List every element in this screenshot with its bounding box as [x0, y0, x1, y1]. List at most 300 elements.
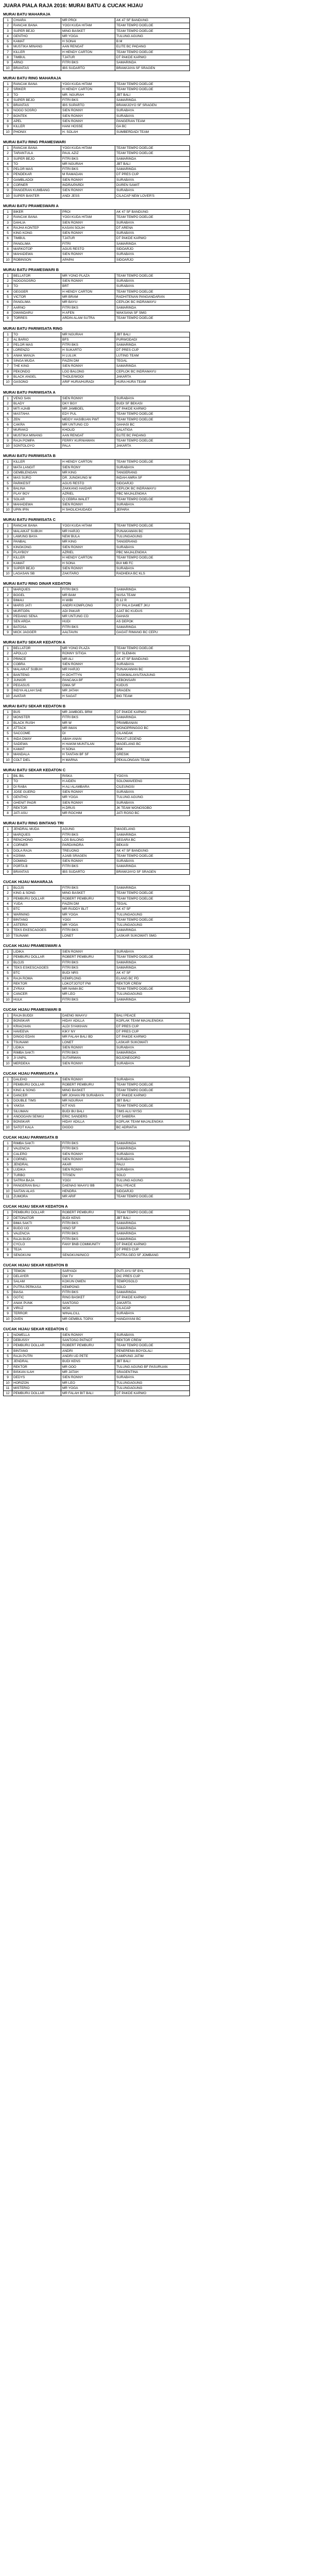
table-row: [4, 108, 190, 113]
bird-name-cell: PLAY BOY: [12, 492, 61, 497]
bird-name-cell: GHENIT PAGR: [12, 800, 61, 805]
rank-cell: 3: [4, 1279, 12, 1284]
owner-cell: SIEN RONNY: [61, 1375, 115, 1380]
team-cell: DT PAKDE KARWO: [115, 1391, 190, 1396]
bird-name-cell: BISKAN ILAH: [12, 1369, 61, 1375]
section-title: MURAI BATU SEKAR KEDATON B: [3, 704, 66, 709]
rank-cell: 2: [4, 337, 12, 342]
table-row: [4, 1019, 190, 1024]
team-cell: TEAM TEMPO DOELOE: [115, 145, 190, 150]
table-row: [4, 688, 190, 693]
bird-name-cell: DWANDARU: [12, 310, 61, 315]
owner-cell: SIEN RONNY: [61, 1045, 115, 1050]
rank-cell: 5: [4, 1035, 12, 1040]
owner-cell: PAUL AZIZ: [61, 151, 115, 156]
table-row: [4, 55, 190, 60]
rank-cell: 9: [4, 1375, 12, 1380]
results-section: [3, 326, 330, 388]
rank-cell: 8: [4, 497, 12, 502]
owner-cell: YOGI KUDA HITAM: [61, 215, 115, 220]
team-cell: TEAM TEMPO DOELOE: [115, 1104, 190, 1109]
owner-cell: FANY BNB COMMUNITY: [61, 1242, 115, 1247]
table-row: [4, 731, 190, 736]
team-cell: JEPARA: [115, 507, 190, 513]
table-row: [4, 1109, 190, 1114]
table-row: [4, 44, 190, 49]
bird-name-cell: KING & SONG: [12, 891, 61, 896]
table-row: [4, 1061, 190, 1066]
bird-name-cell: VIRUZ: [12, 1306, 61, 1311]
team-cell: TIMS ALU NYSG: [115, 1109, 190, 1114]
rank-cell: 9: [4, 1252, 12, 1258]
rank-cell: 9: [4, 252, 12, 257]
owner-cell: ARIF HURA/HURADI: [61, 380, 115, 385]
table-row: [4, 832, 190, 837]
bird-name-cell: BTC: [12, 971, 61, 976]
rank-cell: 1: [4, 646, 12, 651]
table-row: [4, 725, 190, 731]
team-cell: BEKASI: [115, 843, 190, 848]
team-cell: SAMARINDA: [115, 1050, 190, 1056]
owner-cell: MR JOHAN PB SURABAYA: [61, 1093, 115, 1098]
bird-name-cell: ZEN: [12, 417, 61, 422]
team-cell: ELANG BC PD: [115, 976, 190, 981]
team-cell: SOLOWAVEENG: [115, 779, 190, 784]
owner-cell: MR NGURAH: [61, 1098, 115, 1104]
rank-cell: 2: [4, 529, 12, 534]
team-cell: TULUNGAGUNG: [115, 1385, 190, 1391]
team-cell: PALU: [115, 1162, 190, 1167]
rank-cell: 7: [4, 917, 12, 922]
owner-cell: ZAKKANG HAIDAR: [61, 486, 115, 491]
table-row: [4, 359, 190, 364]
team-cell: DT PRES CUP: [115, 172, 190, 177]
section-spacer: [3, 1199, 330, 1202]
section-spacer: [3, 699, 330, 702]
bird-name-cell: TEMON: [12, 1268, 61, 1274]
bird-name-cell: ANOOGAIN SENKU: [12, 1114, 61, 1120]
team-cell: GA BC: [115, 124, 190, 129]
owner-cell: FITRI BKS: [61, 343, 115, 348]
bird-name-cell: NOWELLA: [12, 1332, 61, 1337]
bird-name-cell: KING KONG: [12, 231, 61, 236]
owner-cell: ANDI JESS: [61, 193, 115, 198]
rank-cell: 3: [4, 960, 12, 965]
table-row: [4, 1274, 190, 1279]
rank-cell: 2: [4, 215, 12, 220]
rank-cell: 7: [4, 177, 12, 182]
table-row: [4, 1385, 190, 1391]
bird-name-cell: DANCER: [12, 1093, 61, 1098]
bird-name-cell: TO: [12, 332, 61, 337]
rank-cell: 3: [4, 220, 12, 225]
table-row: [4, 412, 190, 417]
table-row: [4, 523, 190, 529]
team-cell: HURA HURA TEAM: [115, 380, 190, 385]
team-cell: AK 47 SF BANDUNG: [115, 848, 190, 853]
table-row: [4, 193, 190, 198]
rank-cell: 8: [4, 310, 12, 315]
table-row: [4, 1120, 190, 1125]
results-section: [3, 1071, 330, 1133]
section-spacer: [3, 875, 330, 878]
table-row: [4, 747, 190, 752]
team-cell: PBC MAJALENGKA: [115, 550, 190, 555]
owner-cell: SIEN RONY: [61, 465, 115, 470]
rank-cell: 3: [4, 28, 12, 33]
rank-cell: 9: [4, 1120, 12, 1125]
bird-name-cell: AVATAR: [12, 693, 61, 699]
bird-name-cell: DOUBLE TIMS: [12, 1098, 61, 1104]
owner-cell: SIEN RONNY: [61, 113, 115, 118]
team-cell: TEAM TEMPO DOELOE: [115, 412, 190, 417]
table-row: [4, 353, 190, 358]
table-row: [4, 843, 190, 848]
owner-cell: FITRI BKS: [61, 156, 115, 161]
rank-cell: 8: [4, 119, 12, 124]
team-cell: SAMARINDA: [115, 587, 190, 592]
section-title: MURAI BATU PRAMESWARI A: [3, 203, 59, 208]
team-cell: TULUNG AGUNG: [115, 33, 190, 39]
bird-name-cell: MISTERIO: [12, 1385, 61, 1391]
team-cell: SIDOARJO: [115, 257, 190, 262]
owner-cell: SIEN RONNY: [61, 950, 115, 955]
team-cell: JK TEAM WONOSOBO: [115, 805, 190, 810]
team-cell: SAMARINDA: [115, 1290, 190, 1295]
owner-cell: M RAMADAN: [61, 172, 115, 177]
rank-cell: 8: [4, 811, 12, 816]
results-table: [3, 1077, 190, 1130]
rank-cell: 1: [4, 774, 12, 779]
team-cell: DY SLEMAN: [115, 651, 190, 656]
bird-name-cell: GOTIC: [12, 1295, 61, 1300]
rank-cell: 9: [4, 1183, 12, 1189]
team-cell: SUMBERDADI TEAM: [115, 129, 190, 134]
rank-cell: 9: [4, 124, 12, 129]
table-row: [4, 1024, 190, 1029]
table-row: [4, 981, 190, 986]
owner-cell: DR. JUNGKUNG M: [61, 476, 115, 481]
bird-name-cell: KOSMA: [12, 853, 61, 858]
rank-cell: 1: [4, 1141, 12, 1146]
bird-name-cell: MURAKO: [12, 428, 61, 433]
table-row: [4, 1247, 190, 1252]
rank-cell: 7: [4, 364, 12, 369]
owner-cell: ROBERT PEMBURU: [61, 955, 115, 960]
table-row: [4, 1364, 190, 1369]
rank-cell: 6: [4, 1359, 12, 1364]
bird-name-cell: MICK JAGGER: [12, 630, 61, 635]
bird-name-cell: SAITAN ALAS: [12, 1189, 61, 1194]
owner-cell: LOO BALONG: [61, 369, 115, 374]
bird-name-cell: BUDO UO: [12, 1226, 61, 1231]
rank-cell: 8: [4, 747, 12, 752]
team-cell: BC ADRIATIA: [115, 1125, 190, 1130]
rank-cell: 1: [4, 950, 12, 955]
rank-cell: 2: [4, 592, 12, 598]
rank-cell: 6: [4, 1167, 12, 1173]
table-row: [4, 316, 190, 321]
rank-cell: 1: [4, 1013, 12, 1019]
table-row: [4, 1098, 190, 1104]
rank-cell: 5: [4, 1290, 12, 1295]
rank-cell: 9: [4, 630, 12, 635]
team-cell: GAGAT RIMANG BC CEPU: [115, 630, 190, 635]
table-row: [4, 246, 190, 251]
table-row: [4, 789, 190, 794]
table-row: [4, 476, 190, 481]
table-row: [4, 374, 190, 379]
team-cell: DT PRES CUP: [115, 1024, 190, 1029]
bird-name-cell: REKTOR: [12, 981, 61, 986]
owner-cell: ROBERT PEMBURU: [61, 1343, 115, 1348]
table-row: [4, 119, 190, 124]
section-spacer: [3, 1130, 330, 1133]
owner-cell: MR IMAN: [61, 725, 115, 731]
table-row: [4, 129, 190, 134]
rank-cell: 1: [4, 1268, 12, 1274]
owner-cell: MR YOGA: [61, 33, 115, 39]
rank-cell: 2: [4, 151, 12, 156]
owner-cell: H AFEN: [61, 310, 115, 315]
section-title: CUCAK HIJAU MAHARAJA: [3, 879, 53, 885]
owner-cell: SIEN RONNY: [61, 789, 115, 794]
rank-cell: 4: [4, 843, 12, 848]
bird-name-cell: APOLLO: [12, 651, 61, 656]
team-cell: DT PAKDE KARWO: [115, 236, 190, 241]
rank-cell: 7: [4, 305, 12, 310]
bird-name-cell: MITI AJAIB: [12, 406, 61, 412]
bird-name-cell: LAWUNG BAYA: [12, 534, 61, 539]
rank-cell: 5: [4, 907, 12, 912]
owner-cell: MR FALAH BALI BD: [61, 1035, 115, 1040]
owner-cell: [61, 1247, 115, 1252]
rank-cell: 1: [4, 273, 12, 278]
rank-cell: 11: [4, 1385, 12, 1391]
team-cell: BRAWIJAYO SF SRAGEN: [115, 869, 190, 874]
team-cell: TEAM TEMPO DOELOE: [115, 316, 190, 321]
owner-cell: BUDI NRS: [61, 971, 115, 976]
rank-cell: 4: [4, 1029, 12, 1034]
results-section: [3, 1134, 330, 1202]
bird-name-cell: MANDALA: [12, 752, 61, 757]
team-cell: SURABAYA: [115, 188, 190, 193]
owner-cell: MR KING: [61, 470, 115, 476]
rank-cell: 4: [4, 662, 12, 667]
owner-cell: FITRI BKS: [61, 928, 115, 933]
bird-name-cell: GENTHO: [12, 33, 61, 39]
section-spacer: [3, 1066, 330, 1070]
rank-cell: 3: [4, 896, 12, 901]
team-cell: TEAM TEMPO DOELOE: [115, 1082, 190, 1088]
owner-cell: FITRI BKS: [61, 1221, 115, 1226]
bird-name-cell: JOSE GUERO: [12, 789, 61, 794]
team-cell: DT PAKDE KARWO: [115, 710, 190, 715]
bird-name-cell: MALAIKAT SUBUH: [12, 667, 61, 672]
table-row: [4, 1343, 190, 1348]
rank-cell: 6: [4, 800, 12, 805]
results-section: [3, 767, 330, 819]
owner-cell: BUDI KENS: [61, 1359, 115, 1364]
table-row: [4, 220, 190, 225]
team-cell: JBT BALI: [115, 1098, 190, 1104]
rank-cell: 3: [4, 470, 12, 476]
bird-name-cell: CHIARA: [12, 18, 61, 23]
bird-name-cell: PORTA B: [12, 864, 61, 869]
team-cell: CILEUNGSI: [115, 784, 190, 789]
table-row: [4, 603, 190, 608]
section-title: MURAI BATU RING MAHARAJA: [3, 75, 61, 80]
team-cell: SURABAYA: [115, 113, 190, 118]
team-cell: SAMARINDA: [115, 864, 190, 869]
table-row: [4, 1369, 190, 1375]
rank-cell: 7: [4, 981, 12, 986]
bird-name-cell: KINGKONG: [12, 545, 61, 550]
section-spacer: [3, 263, 330, 266]
owner-cell: RING BASKET: [61, 1295, 115, 1300]
owner-cell: AGUS RESTO: [61, 246, 115, 251]
owner-cell: FITRI BKS: [61, 305, 115, 310]
team-cell: WAKSANA SF SMG: [115, 310, 190, 315]
bird-name-cell: RANCAK BANA: [12, 145, 61, 150]
table-row: [4, 161, 190, 166]
rank-cell: 1: [4, 1077, 12, 1082]
section-spacer: [3, 321, 330, 325]
team-cell: R.12 R: [115, 598, 190, 603]
table-row: [4, 1316, 190, 1321]
owner-cell: SIEN RONNY: [61, 566, 115, 571]
table-row: [4, 805, 190, 810]
team-cell: SURABAYA: [115, 1311, 190, 1316]
table-row: [4, 1295, 190, 1300]
rank-cell: 6: [4, 1104, 12, 1109]
rank-cell: 5: [4, 848, 12, 853]
team-cell: NUSA TEAM: [115, 592, 190, 598]
owner-cell: FITRI BKS: [61, 960, 115, 965]
section-spacer: [3, 71, 330, 74]
owner-cell: APAPAI: [61, 257, 115, 262]
owner-cell: H TANTAN BF SF: [61, 752, 115, 757]
bird-name-cell: BLADY: [12, 401, 61, 406]
table-row: [4, 896, 190, 901]
owner-cell: MR W: [61, 720, 115, 725]
section-title: MURAI BATU MAHARAJA: [3, 12, 50, 16]
table-row: [4, 33, 190, 39]
rank-cell: 3: [4, 838, 12, 843]
bird-name-cell: PELOR MAS: [12, 343, 61, 348]
rank-cell: 6: [4, 1295, 12, 1300]
rank-cell: 1: [4, 587, 12, 592]
bird-name-cell: SACCOME: [12, 731, 61, 736]
bird-name-cell: RIMBA SAKTI: [12, 1050, 61, 1056]
table-row: [4, 715, 190, 720]
bird-name-cell: SUPER BEJO: [12, 28, 61, 33]
table-row: [4, 337, 190, 342]
bird-name-cell: TEJA: [12, 1247, 61, 1252]
bird-name-cell: BANTENG: [12, 672, 61, 677]
table-row: [4, 1231, 190, 1236]
team-cell: SEGARA BC: [115, 838, 190, 843]
table-row: [4, 172, 190, 177]
table-row: [4, 1189, 190, 1194]
team-cell: SURABAYA: [115, 252, 190, 257]
table-row: [4, 912, 190, 917]
results-section: [3, 879, 330, 942]
owner-cell: MR FALAH BIT BALI: [61, 1391, 115, 1396]
rank-cell: 10: [4, 1316, 12, 1321]
bird-name-cell: MERDEKA: [12, 1061, 61, 1066]
owner-cell: MR JAMBOEL BRM: [61, 710, 115, 715]
bird-name-cell: KAMAT: [12, 747, 61, 752]
owner-cell: FITRI: [61, 241, 115, 246]
owner-cell: FITRI BKS: [61, 1231, 115, 1236]
table-row: [4, 188, 190, 193]
table-row: [4, 1221, 190, 1226]
rank-cell: 4: [4, 965, 12, 970]
bird-name-cell: MARQUES: [12, 587, 61, 592]
team-cell: SAMARINDA: [115, 241, 190, 246]
table-row: [4, 555, 190, 561]
team-cell: TEAM TEMPO DOELOE: [115, 853, 190, 858]
results-table: [3, 1268, 190, 1322]
owner-cell: MR ROCHIM: [61, 811, 115, 816]
team-cell: TASIKMALAYA/TANJUNG: [115, 672, 190, 677]
owner-cell: TJATUR: [61, 236, 115, 241]
owner-cell: FAIZIN DM: [61, 901, 115, 906]
table-row: [4, 1141, 190, 1146]
rank-cell: 3: [4, 406, 12, 412]
owner-cell: MR UNTUNG CD: [61, 614, 115, 619]
table-row: [4, 39, 190, 44]
bird-name-cell: BRANTAS: [12, 65, 61, 71]
rank-cell: 1: [4, 460, 12, 465]
table-row: [4, 1215, 190, 1221]
owner-cell: H OCHTTYN: [61, 672, 115, 677]
results-table: [3, 1332, 190, 1397]
team-cell: TEMPOSOLO: [115, 1279, 190, 1284]
results-section: [3, 820, 330, 878]
table-row: [4, 1162, 190, 1167]
owner-cell: MR RUDDY BLIT: [61, 907, 115, 912]
owner-cell: ROBERT PEMBURU: [61, 1210, 115, 1215]
owner-cell: WINALCILL: [61, 1311, 115, 1316]
rank-cell: 5: [4, 1162, 12, 1167]
owner-cell: SIEN RONNY: [61, 1151, 115, 1157]
owner-cell: SIEN RONNY: [61, 119, 115, 124]
rank-cell: 5: [4, 545, 12, 550]
bird-name-cell: ROBINSON: [12, 257, 61, 262]
rank-cell: 6: [4, 550, 12, 555]
table-row: [4, 369, 190, 374]
rank-cell: 8: [4, 369, 12, 374]
rank-cell: 6: [4, 108, 12, 113]
bird-name-cell: YAKSA: [12, 1104, 61, 1109]
team-cell: DT PRES CUP: [115, 1029, 190, 1034]
table-row: [4, 177, 190, 182]
bird-name-cell: TO: [12, 284, 61, 289]
table-row: [4, 1226, 190, 1231]
owner-cell: SIEN RONNY: [61, 396, 115, 401]
owner-cell: MR PROI: [61, 18, 115, 23]
team-cell: LASKAR SUKOWATI: [115, 1040, 190, 1045]
team-cell: BUDI SF BEKASI: [115, 401, 190, 406]
owner-cell: SIEN RONNY: [61, 859, 115, 864]
table-row: [4, 550, 190, 555]
table-row: [4, 343, 190, 348]
team-cell: SOLO: [115, 1284, 190, 1290]
bird-name-cell: SENGKUNI: [12, 1252, 61, 1258]
bird-name-cell: SALAM: [12, 1279, 61, 1284]
